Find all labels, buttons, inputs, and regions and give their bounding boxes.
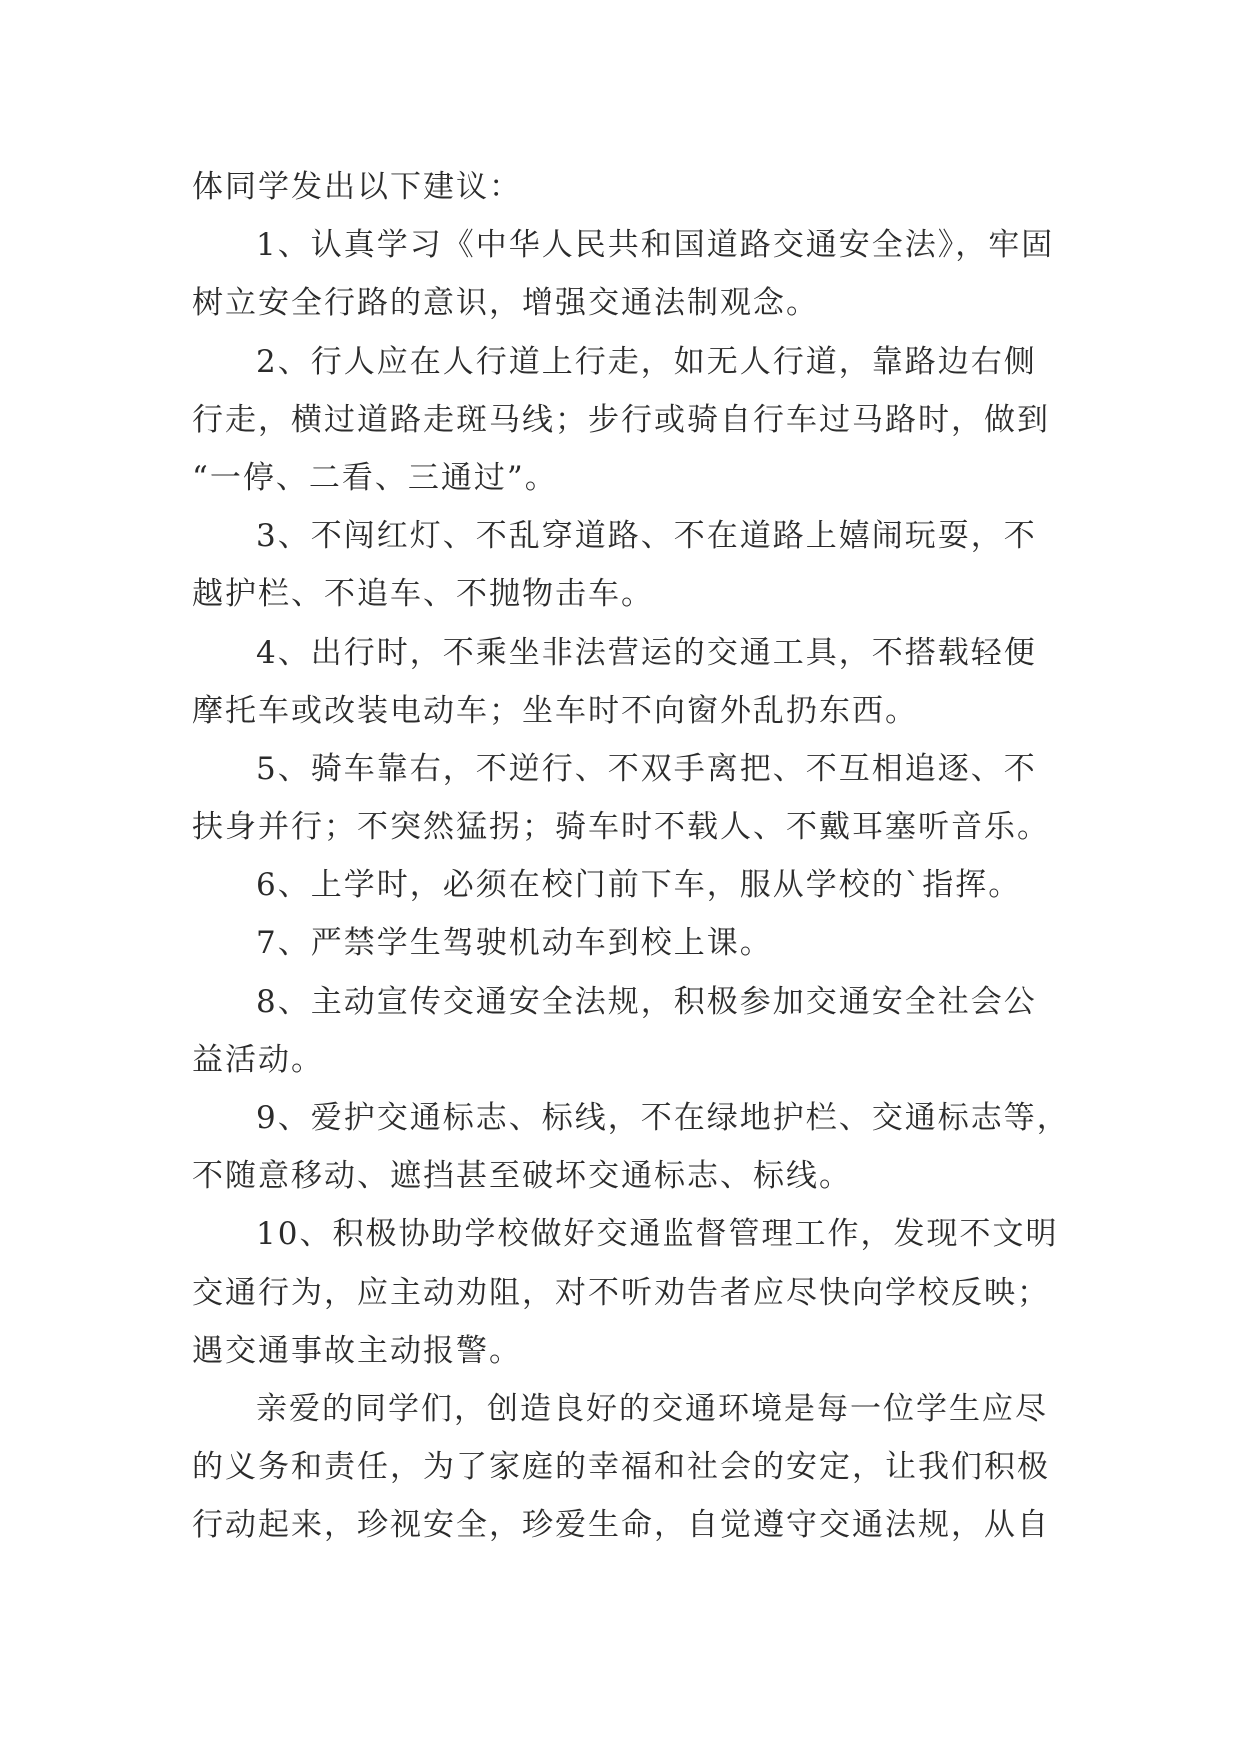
text-line: 摩托车或改装电动车；坐车时不向窗外乱扔东西。	[192, 692, 918, 729]
text-line: 交通行为，应主动劝阻，对不听劝告者应尽快向学校反映；	[192, 1274, 1050, 1311]
text-line: 5、骑车靠右，不逆行、不双手离把、不互相追逐、不	[256, 750, 1037, 787]
text-line: 遇交通事故主动报警。	[192, 1332, 522, 1369]
text-line: 行动起来，珍视安全，珍爱生命，自觉遵守交通法规，从自	[192, 1507, 1050, 1544]
text-line: 4、出行时，不乘坐非法营运的交通工具，不搭载轻便	[256, 634, 1037, 671]
text-line: 9、爱护交通标志、标线，不在绿地护栏、交通标志等，	[256, 1100, 1070, 1136]
text-line: 益活动。	[192, 1041, 324, 1078]
text-line: 体同学发出以下建议：	[192, 169, 522, 205]
text-line: 扶身并行；不突然猛拐；骑车时不载人、不戴耳塞听音乐。	[192, 809, 1050, 846]
text-line: 越护栏、不追车、不抛物击车。	[192, 576, 654, 613]
text-line: 1、认真学习《中华人民共和国道路交通安全法》，牢固	[256, 227, 1055, 264]
text-line: 6、上学时，必须在校门前下车，服从学校的`指挥。	[256, 867, 1022, 904]
text-line: “一停、二看、三通过”。	[192, 459, 558, 496]
text-line: 行走，横过道路走斑马线；步行或骑自行车过马路时，做到	[192, 401, 1050, 438]
text-line: 8、主动宣传交通安全法规，积极参加交通安全社会公	[256, 983, 1037, 1020]
text-line: 7、严禁学生驾驶机动车到校上课。	[256, 925, 773, 962]
text-line: 2、行人应在人行道上行走，如无人行道，靠路边右侧	[256, 343, 1037, 380]
document-body	[192, 158, 1072, 1555]
text-line: 的义务和责任，为了家庭的幸福和社会的安定，让我们积极	[192, 1449, 1050, 1486]
text-line: 不随意移动、遮挡甚至破坏交通标志、标线。	[192, 1158, 852, 1195]
text-line: 亲爱的同学们，创造良好的交通环境是每一位学生应尽	[256, 1390, 1048, 1427]
text-line: 10、积极协助学校做好交通监督管理工作，发现不文明	[256, 1216, 1059, 1253]
text-line: 树立安全行路的意识，增强交通法制观念。	[192, 285, 819, 322]
text-line: 3、不闯红灯、不乱穿道路、不在道路上嬉闹玩耍，不	[256, 518, 1037, 555]
